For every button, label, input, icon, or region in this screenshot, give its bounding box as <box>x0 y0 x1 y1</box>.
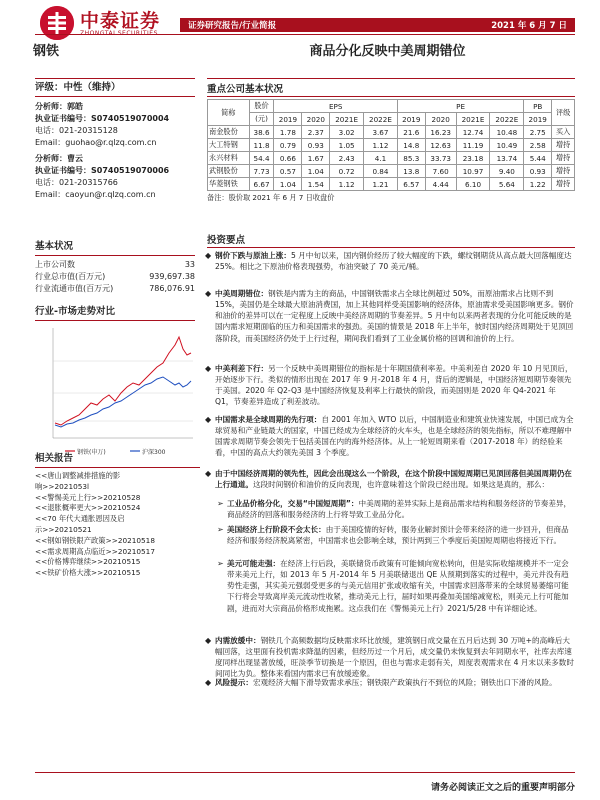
table-cell: 4.1 <box>364 152 398 165</box>
industry-label: 钢铁 <box>33 44 60 59</box>
company-name: 南金股份 <box>208 126 250 139</box>
analyst-block-2 <box>35 153 195 201</box>
bullet-icon: ◆ <box>205 678 212 687</box>
table-cell: 1.22 <box>524 178 552 191</box>
table-row <box>208 178 575 191</box>
bullet-icon: ◆ <box>205 364 212 373</box>
table-cell: 2.37 <box>302 126 330 139</box>
company-table <box>207 99 575 191</box>
invest-paragraph <box>217 524 575 546</box>
bullet-icon: ➢ <box>217 499 224 508</box>
table-cell: 16.23 <box>425 126 456 139</box>
paragraph-lead: 风险提示： <box>215 678 253 687</box>
table-cell: 1.12 <box>330 178 364 191</box>
table-cell: 2.43 <box>330 152 364 165</box>
bullet-icon: ◆ <box>205 636 212 645</box>
paragraph-lead: 内需放缓中： <box>215 636 261 645</box>
paragraph-text: 钢铁是内需为主的商品，中国钢铁需求占全球比例超过 50%，而原油需求占比则不到 15%，美国仍是全球最大原油消费国，加上其他同样受美国影响的经济体，原油需求受美国影响更多。钢价和油价的差异可以在一定程度上反映中美经济周期的节奏差异。5 月中旬以来两者表现的分化可能反映的是国内需求短期面临的压力和美国需求的强劲。美国的情景是 2018 年上半年，彼时国内经济周期处于见顶回落阶段，而美国经济仍处于上行过程，期间我们看到了工业金属价格的回调和油价的上行。 <box>215 289 574 343</box>
table-cell: 14.8 <box>397 139 425 152</box>
trend-title: 行业-市场走势对比 <box>35 305 195 321</box>
table-cell: 11.8 <box>249 139 274 152</box>
col-name: 简称 <box>208 100 250 126</box>
table-cell: 买入 <box>552 126 575 139</box>
paragraph-text: 5 月中旬以来，国内钢价经历了较大幅度的下跌，螺纹钢期货从高点最大回落幅度达 25%。相比之下原油价格表现强势，布油突破了 70 美元/桶。 <box>215 251 572 272</box>
paragraph-text: 中美周期的差异实际上是商品需求结构和服务经济的节奏差异，商品经济的回落和服务经济的上行将导致工业品分化。 <box>227 499 572 520</box>
bullet-icon: ◆ <box>205 469 212 478</box>
table-cell: 6.67 <box>249 178 274 191</box>
steel-line <box>55 337 191 425</box>
bullet-icon: ◆ <box>205 251 212 260</box>
analyst-name: 分析师：曹云 <box>35 154 83 164</box>
table-cell: 6.57 <box>397 178 425 191</box>
paragraph-text: 由于美国疫情的好转，服务业解封预计会带来经济的进一步回升，但商品经济和服务经济脱离紧密，中国需求也会影响全球，预计两到三个季度后美国短周期也将接近下行。 <box>227 525 569 546</box>
table-cell: 1.78 <box>274 126 302 139</box>
related-item[interactable]: <<70 年代大通胀恩因及启 <box>35 514 125 524</box>
table-cell: 2.58 <box>524 139 552 152</box>
related-item[interactable]: 示>>20210521 <box>35 525 92 535</box>
paragraph-text: 另一个反映中美周期错位的指标是十年期国债利率差。中美利差自 2020 年 10 月见顶后，开始逐步下行。类似的情形出现在 2017 年 9 月-2018 年 4 月，背后的逻辑是，中国经济短周期节奏领先于美国。2020 年 Q2-Q3 是中国经济恢复及利率上行最快的阶段，而美国则是 2020 年 Q4-2021 年 Q1，节奏差异造成了利差波动。 <box>215 364 573 407</box>
basic-title: 基本状况 <box>35 240 195 256</box>
table-cell: 5.64 <box>490 178 524 191</box>
table-cell: 12.74 <box>456 126 490 139</box>
invest-paragraph <box>205 635 575 680</box>
bullet-icon: ➢ <box>217 525 224 534</box>
basic-row: 上市公司数 33 <box>35 260 195 270</box>
invest-paragraph <box>205 250 575 272</box>
table-cell: 33.73 <box>425 152 456 165</box>
footer-divider <box>35 772 575 773</box>
table-cell: 1.67 <box>302 152 330 165</box>
basic-section <box>35 240 195 295</box>
basic-row: 行业流通市值(百万元) 786,076.91 <box>35 284 195 294</box>
table-cell: 增持 <box>552 165 575 178</box>
company-name: 大工特钢 <box>208 139 250 152</box>
col-rating: 评级 <box>552 100 575 126</box>
paragraph-lead: 中美周期错位： <box>215 289 269 298</box>
invest-title: 投资要点 <box>207 232 575 248</box>
related-item[interactable]: <<警惕美元上行>>20210528 <box>35 492 141 502</box>
table-cell: 1.54 <box>302 178 330 191</box>
related-item[interactable]: <<需求周期高点临近>>20210517 <box>35 546 155 556</box>
related-item[interactable]: 响>>2021053l <box>35 481 90 491</box>
related-item[interactable]: <<铁矿价格大涨>>20210515 <box>35 568 141 578</box>
table-cell: 85.3 <box>397 152 425 165</box>
table-cell: 10.97 <box>456 165 490 178</box>
table-cell: 1.05 <box>330 139 364 152</box>
legend-index: 沪深300 <box>142 449 166 457</box>
footer-disclaimer: 请务必阅读正文之后的重要声明部分 <box>430 783 575 793</box>
paragraph-lead: 由于中国经济周期的领先性，因此会出现这么一个阶段，在这个阶段中国短周期已见顶回落但美国周期仍在上行通道。 <box>215 469 572 490</box>
table-cell: 12.63 <box>425 139 456 152</box>
table-cell: 1.04 <box>274 178 302 191</box>
table-cell: 0.66 <box>274 152 302 165</box>
analyst-cert: 执业证书编号：S0740519070004 <box>35 114 170 124</box>
table-cell: 10.49 <box>490 139 524 152</box>
col-eps: EPS <box>274 100 397 113</box>
table-cell: 7.73 <box>249 165 274 178</box>
related-section <box>35 452 200 579</box>
analyst-email[interactable]: Email：caoyun@r.qlzq.com.cn <box>35 190 156 200</box>
analyst-tel: 电话：021-20315766 <box>35 178 118 188</box>
company-name: 永兴材料 <box>208 152 250 165</box>
col-pb: PB <box>524 100 552 113</box>
paragraph-text: 自 2001 年加入 WTO 以后，中国制造业和建筑业快速发展，中国已成为全球贸易和产业链最大的国家，中国已经成为全球经济的火车头，也是全球经济的领先指标，所以不难理解中国需求周期节奏会领先于包括美国在内的海外经济体。从上一轮短周期来看（2017-2018 年）的经验来看，中国的高点大约领先美国 3 个季度。 <box>215 415 574 458</box>
related-item[interactable]: <<价格博弈继续>>20210515 <box>35 557 141 567</box>
table-row <box>208 165 575 178</box>
table-cell: 0.93 <box>524 165 552 178</box>
col-price: 股价 <box>249 100 274 113</box>
table-cell: 38.6 <box>249 126 274 139</box>
analyst-block-1 <box>35 101 195 149</box>
table-cell: 增持 <box>552 139 575 152</box>
rating-label: 评级：中性（维持） <box>35 78 195 97</box>
header-bar <box>180 18 575 32</box>
table-cell: 4.44 <box>425 178 456 191</box>
table-cell: 0.84 <box>364 165 398 178</box>
table-row <box>208 139 575 152</box>
bullet-icon: ◆ <box>205 415 212 424</box>
table-cell: 11.19 <box>456 139 490 152</box>
invest-paragraph <box>205 414 575 459</box>
company-name: 华菱钢铁 <box>208 178 250 191</box>
company-section <box>207 78 575 203</box>
page-title: 商品分化反映中美周期错位 <box>309 44 466 59</box>
trend-chart <box>35 323 195 463</box>
related-item[interactable]: <<钢如钢铁限产政策>>20210518 <box>35 535 155 545</box>
table-header-row <box>208 100 575 113</box>
paragraph-lead: 钢价下跌与原油上涨： <box>215 251 291 260</box>
analyst-email[interactable]: Email：guohao@r.qlzq.com.cn <box>35 138 157 148</box>
table-cell: 0.57 <box>274 165 302 178</box>
analyst-name: 分析师：郭皓 <box>35 102 83 112</box>
col-pe: PE <box>397 100 523 113</box>
table-cell: 0.93 <box>302 139 330 152</box>
paragraph-lead: 中美利差下行： <box>215 364 269 373</box>
basic-row: 行业总市值(百万元) 939,697.38 <box>35 272 195 282</box>
invest-paragraph <box>217 558 575 614</box>
table-cell: 13.8 <box>397 165 425 178</box>
index-line <box>55 377 191 427</box>
table-cell: 21.6 <box>397 126 425 139</box>
legend-steel: 钢铁(申万) <box>77 449 106 457</box>
analyst-cert: 执业证书编号：S0740519070006 <box>35 166 170 176</box>
rating-section <box>35 78 195 201</box>
report-date: 2021 年 6 月 7 日 <box>491 21 567 31</box>
table-cell: 9.40 <box>490 165 524 178</box>
table-cell: 1.04 <box>302 165 330 178</box>
bullet-icon: ◆ <box>205 289 212 298</box>
related-list <box>35 471 200 579</box>
table-cell: 5.44 <box>524 152 552 165</box>
paragraph-text: 宏观经济大幅下滑导致需求承压；钢铁限产政策执行不到位的风险；钢铁出口下滑的风险。 <box>252 678 557 687</box>
paragraph-lead: 工业品价格分化，交易“中国短周期”： <box>227 499 359 508</box>
table-cell: 0.72 <box>330 165 364 178</box>
table-row <box>208 152 575 165</box>
report-category: 证券研究报告/行业简报 <box>188 21 277 31</box>
paragraph-lead: 美元可能走强： <box>227 559 281 568</box>
table-cell: 0.79 <box>274 139 302 152</box>
table-header-row: (元) 2019 2020 2021E 2022E 2019 2020 2021E 2022E 2019 <box>208 113 575 126</box>
table-cell: 54.4 <box>249 152 274 165</box>
paragraph-text: 在经济上行后段，美联储货币政策有可能倾向宽松转向，但是实际收缩规模并不一定会带来美元上行，如 2013 年 5 月-2014 年 5 月美联储退出 QE 从预期到落实的过程中，美元并没有趋势性走强，其实美元强弱受更多的与美元信用扩张或收缩有关，中国需求回落带来的全球贸易萎缩可能下行将会导致离岸美元流动性收紧，推动美元上行，届时如果再叠加美国缩减宽松，则美元上行可能加剧，进而对大宗商品价格形成拖累。这点我们在《警惕美元上行》2021/5/28 中有详细论述。 <box>227 559 569 613</box>
table-cell: 13.74 <box>490 152 524 165</box>
logo-text: 中泰证券 <box>80 10 161 32</box>
table-cell: 2.75 <box>524 126 552 139</box>
company-name: 武钢股份 <box>208 165 250 178</box>
invest-paragraph <box>205 363 575 408</box>
company-title: 重点公司基本状况 <box>207 78 575 97</box>
invest-paragraph <box>205 468 575 490</box>
table-cell: 6.10 <box>456 178 490 191</box>
table-cell: 23.18 <box>456 152 490 165</box>
trend-section <box>35 305 195 467</box>
analyst-tel: 电话：021-20315128 <box>35 126 118 136</box>
table-cell: 3.67 <box>364 126 398 139</box>
table-cell: 增持 <box>552 152 575 165</box>
paragraph-lead: 中国需求是全球周期的先行项： <box>215 415 322 424</box>
table-cell: 1.12 <box>364 139 398 152</box>
bullet-icon: ➢ <box>217 559 224 568</box>
paragraph-text: 钢铁几个高频数据均反映需求环比放缓，建筑钢日成交量在五月后达到 30 万吨+的高峰后大幅回落，这里面有投机需求降温的因素，但经历过一个月后，成交量仍未恢复到去年同期水平，社库去库速度同样出现显著放缓，旺淡季节切换是一个原因，但也与需求走弱有关，周度表观需求在 4 月末以来多数时间同比为负。整体来看国内需求已有放缓迹象。 <box>215 636 574 679</box>
invest-paragraph <box>217 498 575 520</box>
table-cell: 1.21 <box>364 178 398 191</box>
table-cell: 7.60 <box>425 165 456 178</box>
table-cell: 增持 <box>552 178 575 191</box>
related-item[interactable]: <<退胀概率更大>>20210524 <box>35 503 141 513</box>
table-cell: 3.02 <box>330 126 364 139</box>
divider <box>35 34 575 35</box>
invest-section <box>207 232 575 248</box>
related-title: 相关报告 <box>35 452 200 468</box>
table-note: 备注：股价取 2021 年 6 月 7 日收盘价 <box>207 193 335 202</box>
invest-paragraph <box>205 288 575 344</box>
invest-paragraph <box>205 677 575 688</box>
related-item[interactable]: <<唐山调整减排措施的影 <box>35 471 121 481</box>
paragraph-text: 这段时间钢价和油价的反向表现，也许意味着这个阶段已经出现。如果这是真的，那么： <box>252 480 550 490</box>
table-row <box>208 126 575 139</box>
paragraph-lead: 美国经济上行阶段不会太长： <box>227 525 326 534</box>
table-cell: 10.48 <box>490 126 524 139</box>
